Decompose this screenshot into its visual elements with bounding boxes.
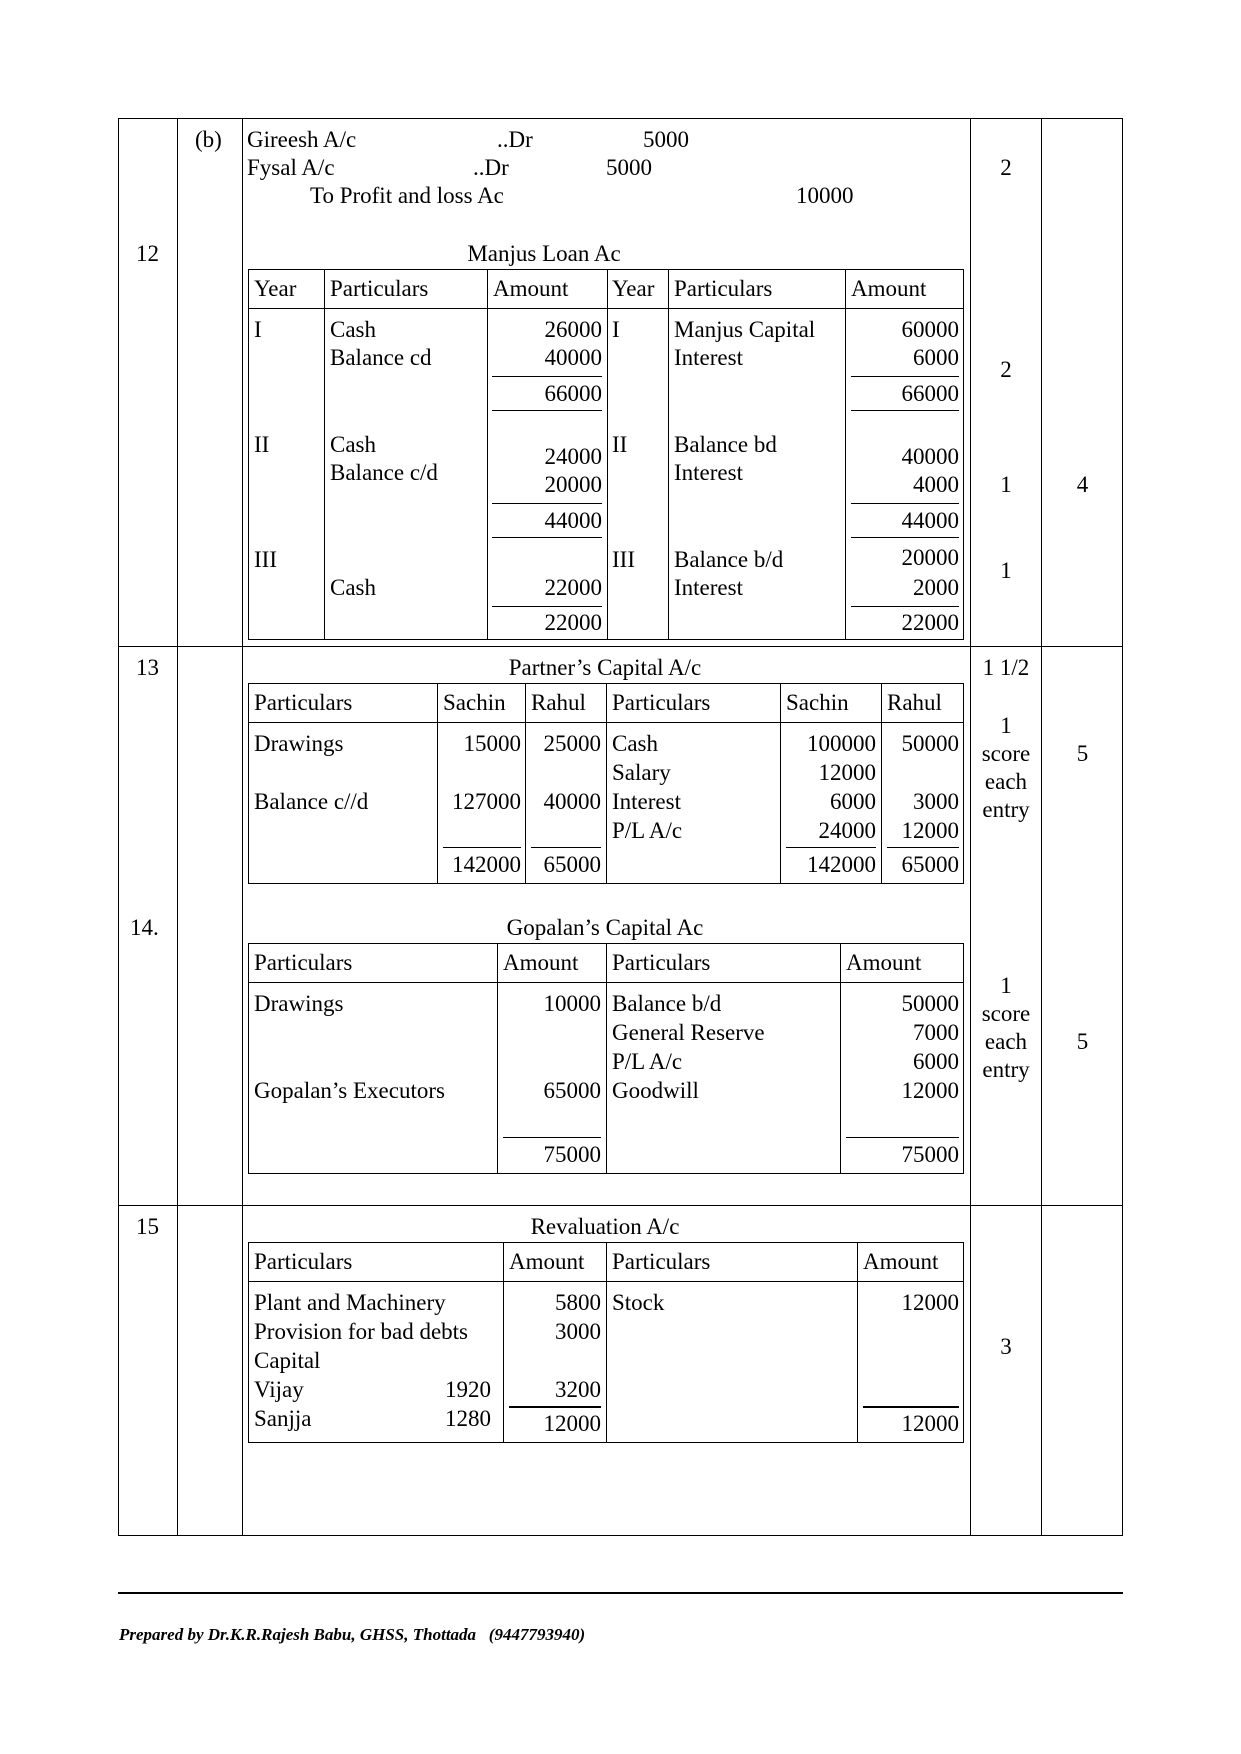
amount-cell: 100000 xyxy=(807,731,876,756)
column-header: Particulars xyxy=(330,276,429,301)
particulars-cell: Manjus Capital xyxy=(674,317,816,342)
score: each xyxy=(984,769,1028,794)
column-header: Particulars xyxy=(612,950,711,975)
ledger-title: Gopalan’s Capital Ac xyxy=(506,915,704,940)
question-number: 13 xyxy=(136,655,159,680)
journal-account: To Profit and loss Ac xyxy=(310,183,504,208)
total-cell: 12000 xyxy=(901,1411,959,1436)
amount-cell: 25000 xyxy=(543,731,601,756)
column-header: Amount xyxy=(863,1249,939,1274)
particulars-cell: Interest xyxy=(674,460,743,485)
amount-cell: 12000 xyxy=(901,1290,959,1315)
column-header: Amount xyxy=(503,950,579,975)
particulars-cell: Goodwill xyxy=(612,1078,699,1103)
particulars-cell: Interest xyxy=(674,575,743,600)
particulars-cell: General Reserve xyxy=(612,1020,765,1045)
journal-amount: 5000 xyxy=(643,127,689,152)
share-cell: 1280 xyxy=(445,1406,491,1431)
total-cell: 142000 xyxy=(807,852,876,877)
total-cell: 22000 xyxy=(901,610,959,635)
share-cell: 1920 xyxy=(445,1377,491,1402)
question-number: 12 xyxy=(136,241,159,266)
journal-amount: 5000 xyxy=(606,155,652,180)
amount-cell: 24000 xyxy=(818,818,876,843)
particulars-cell: Balance bd xyxy=(674,432,777,457)
particulars-cell: Balance b/d xyxy=(612,991,722,1016)
journal-account: Gireesh A/c xyxy=(247,127,357,152)
total-cell: 65000 xyxy=(901,852,959,877)
column-header: Particulars xyxy=(612,690,711,715)
footer-rule xyxy=(118,1592,1123,1594)
amount-cell: 4000 xyxy=(913,472,959,497)
particulars-cell: Salary xyxy=(612,760,671,785)
score: 2 xyxy=(1000,357,1012,382)
column-header: Rahul xyxy=(887,690,942,715)
question-number: 14. xyxy=(130,915,159,940)
total-cell: 75000 xyxy=(543,1142,601,1167)
footer-credit: Prepared by Dr.K.R.Rajesh Babu, GHSS, Thottada (9447793940) xyxy=(119,1625,586,1644)
column-header: Sachin xyxy=(443,690,506,715)
amount-cell: 60000 xyxy=(901,317,959,342)
column-header: Particulars xyxy=(674,276,773,301)
amount-cell: 20000 xyxy=(544,472,602,497)
ledger-title: Manjus Loan Ac xyxy=(467,241,621,266)
total-score: 5 xyxy=(1076,1029,1089,1054)
amount-cell: 65000 xyxy=(543,1078,601,1103)
amount-cell: 127000 xyxy=(452,789,521,814)
amount-cell: 22000 xyxy=(544,575,602,600)
column-header: Amount xyxy=(851,276,927,301)
year-cell: III xyxy=(254,547,277,572)
particulars-cell: Plant and Machinery xyxy=(254,1290,446,1315)
total-cell: 44000 xyxy=(544,508,602,533)
amount-cell: 12000 xyxy=(818,760,876,785)
particulars-cell: Gopalan’s Executors xyxy=(254,1078,445,1103)
amount-cell: 40000 xyxy=(544,345,602,370)
column-header: Year xyxy=(254,276,297,301)
score: 1 xyxy=(1000,472,1012,497)
amount-cell: 12000 xyxy=(901,818,959,843)
total-score: 4 xyxy=(1076,472,1089,497)
particulars-cell: Capital xyxy=(254,1348,321,1373)
particulars-cell: Cash xyxy=(330,575,376,600)
amount-cell: 3000 xyxy=(913,789,959,814)
score: 2 xyxy=(1000,155,1012,180)
particulars-cell: P/L A/c xyxy=(612,1049,683,1074)
column-header: Amount xyxy=(509,1249,585,1274)
score: each xyxy=(984,1029,1028,1054)
total-cell: 22000 xyxy=(544,610,602,635)
particulars-cell: Balance b/d xyxy=(674,547,784,572)
year-cell: I xyxy=(612,317,620,342)
year-cell: III xyxy=(612,547,635,572)
score: 1 1/2 xyxy=(982,655,1030,680)
score: 1 xyxy=(1000,973,1012,998)
column-header: Sachin xyxy=(786,690,849,715)
amount-cell: 40000 xyxy=(543,789,601,814)
score: score xyxy=(981,741,1031,766)
score: 1 xyxy=(1000,713,1012,738)
amount-cell: 50000 xyxy=(901,731,959,756)
amount-cell: 50000 xyxy=(901,991,959,1016)
amount-cell: 10000 xyxy=(543,991,601,1016)
year-cell: II xyxy=(254,432,270,457)
particulars-cell: Provision for bad debts xyxy=(254,1319,469,1344)
score: 3 xyxy=(1000,1334,1012,1359)
amount-cell: 7000 xyxy=(913,1020,959,1045)
column-header: Particulars xyxy=(254,950,353,975)
particulars-cell: Balance cd xyxy=(330,345,432,370)
total-score: 5 xyxy=(1076,741,1089,766)
column-header: Particulars xyxy=(612,1249,711,1274)
amount-cell: 12000 xyxy=(901,1078,959,1103)
ledger-title: Partner’s Capital A/c xyxy=(508,655,702,680)
score: entry xyxy=(982,1057,1030,1082)
particulars-cell: Balance c/d xyxy=(330,460,438,485)
score: score xyxy=(981,1001,1031,1026)
year-cell: II xyxy=(612,432,628,457)
column-header: Particulars xyxy=(254,690,353,715)
column-header: Year xyxy=(612,276,655,301)
particulars-cell: Stock xyxy=(612,1290,665,1315)
journal-dr: ..Dr xyxy=(473,155,509,180)
amount-cell: 26000 xyxy=(544,317,602,342)
total-cell: 65000 xyxy=(543,852,601,877)
particulars-cell: Vijay xyxy=(254,1377,304,1402)
column-header: Amount xyxy=(493,276,569,301)
particulars-cell: Interest xyxy=(612,789,681,814)
amount-cell: 24000 xyxy=(544,444,602,469)
particulars-cell: Cash xyxy=(330,317,376,342)
amount-cell: 6000 xyxy=(913,345,959,370)
total-cell: 66000 xyxy=(901,381,959,406)
total-cell: 12000 xyxy=(543,1411,601,1436)
amount-cell: 3200 xyxy=(555,1377,601,1402)
particulars-cell: Drawings xyxy=(254,991,344,1016)
column-header: Amount xyxy=(846,950,922,975)
amount-cell: 40000 xyxy=(901,444,959,469)
particulars-cell: Cash xyxy=(612,731,658,756)
total-cell: 66000 xyxy=(544,381,602,406)
particulars-cell: Cash xyxy=(330,432,376,457)
journal-dr: ..Dr xyxy=(497,127,533,152)
particulars-cell: Balance c//d xyxy=(254,789,369,814)
total-cell: 142000 xyxy=(452,852,521,877)
score: entry xyxy=(982,797,1030,822)
amount-cell: 3000 xyxy=(555,1319,601,1344)
journal-amount: 10000 xyxy=(796,183,854,208)
amount-cell: 6000 xyxy=(830,789,876,814)
total-cell: 44000 xyxy=(901,508,959,533)
question-number: 15 xyxy=(136,1214,159,1239)
journal-account: Fysal A/c xyxy=(247,155,335,180)
amount-cell: 6000 xyxy=(913,1049,959,1074)
sub-question-label: (b) xyxy=(195,127,222,152)
amount-cell: 20000 xyxy=(901,545,959,570)
year-cell: I xyxy=(254,317,262,342)
score: 1 xyxy=(1000,558,1012,583)
amount-cell: 5800 xyxy=(555,1290,601,1315)
ledger-title: Revaluation A/c xyxy=(530,1214,680,1239)
column-header: Particulars xyxy=(254,1249,353,1274)
amount-cell: 2000 xyxy=(913,575,959,600)
total-cell: 75000 xyxy=(901,1142,959,1167)
column-header: Rahul xyxy=(531,690,586,715)
particulars-cell: Drawings xyxy=(254,731,344,756)
particulars-cell: Interest xyxy=(674,345,743,370)
particulars-cell: P/L A/c xyxy=(612,818,683,843)
amount-cell: 15000 xyxy=(463,731,521,756)
particulars-cell: Sanjja xyxy=(254,1406,312,1431)
